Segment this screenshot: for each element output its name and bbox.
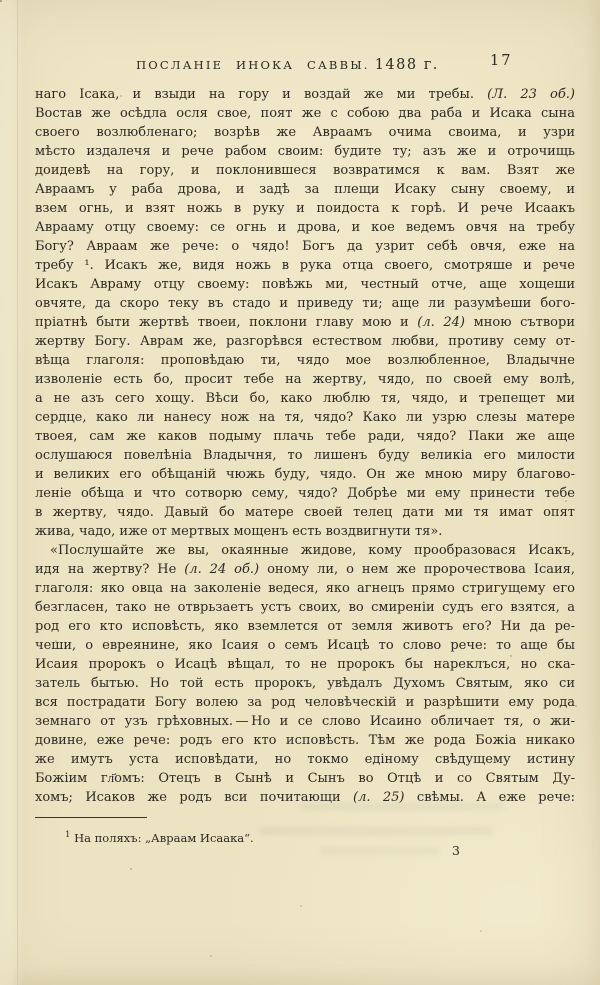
text-line: чеши, о евреянине, яко Ісаия о семъ Исацѣ то слово рече: то аще бы xyxy=(35,638,575,653)
text-line: Аврааму отцу своему: се огнь и дрова, и кое ведемъ овчя на требу xyxy=(35,220,575,235)
text-line: жертву Богу. Аврам же, разгорѣвся естеством любви, противу сему от- xyxy=(35,334,575,349)
text-line: вѣща глаголя: проповѣдаю ти, чядо мое возлюбленное, Владычне xyxy=(35,353,575,368)
text-line: доидевѣ на гору, и поклонившеся возвратимся к вам. Взят же xyxy=(35,163,575,178)
text-line: и великих его обѣщаній чюжь буду, чядо. Он же мною миру благово- xyxy=(35,467,575,482)
text-line: Исакъ Авраму отцу своему: повѣжь ми, честный отче, аще хощеши xyxy=(35,277,575,292)
page-edge-line xyxy=(17,0,18,985)
text-line: в жертву, чядо. Давый бо матере своей телец дати ми тя имат опят xyxy=(35,505,575,520)
running-head xyxy=(0,54,575,73)
text-line: своего возлюбленаго; возрѣв же Авраамъ очима своима, и узри xyxy=(35,125,575,140)
running-head-title: ПОСЛАНІЕ ИНОКА САВВЫ. xyxy=(136,58,370,72)
text-line: требу ¹. Исакъ же, видя ножь в рука отца своего, смотряше и рече xyxy=(35,258,575,273)
text-line: Божіим гл҃омъ: Отецъ в Сынѣ и Сынъ во Отцѣ и со Святым Ду- xyxy=(35,771,575,786)
running-head-year: 1488 г. xyxy=(374,57,439,73)
text-line: довине, еже рече: родъ его кто исповѣсть. Тѣм же рода Божіа никако xyxy=(35,733,575,748)
ink-showthrough-smudge xyxy=(300,803,505,810)
text-line: род его кто исповѣсть, яко вземлется от земля животъ его? Ни да ре- xyxy=(35,619,575,634)
text-line: безгласен, тако не отврьзаетъ устъ своих, во смиреніи судъ его взятся, а xyxy=(35,600,575,615)
text-line: твоея, сам же каков подыму плачь тебе ради, чядо? Паки же аще xyxy=(35,429,575,444)
text-line: хомъ; Исаков же родъ вси почитающи (л. 25) свѣмы. А еже рече: xyxy=(35,790,575,805)
text-line: Авраамъ у раба дрова, и задѣ за плещи Исаку сыну своему, и xyxy=(35,182,575,197)
text-line: жива, чадо, иже от мертвых мощенъ есть воздвигнути тя». xyxy=(35,524,443,539)
footnote-marker: 1 xyxy=(65,830,71,840)
text-line: наго Ісака, и взыди на гору и воздай же ми требы. (Л. 23 об.) xyxy=(35,87,575,102)
text-line: сердце, како ли нанесу нож на тя, чядо? Како ли узрю слезы матере xyxy=(35,410,575,425)
text-line: вся пострадати Богу волею за род человѣческій и разрѣшити ему рода xyxy=(35,695,575,710)
text-line: же имутъ уста исповѣдати, но токмо едіному свѣдущему истину xyxy=(35,752,575,767)
text-line: а не азъ сего хощу. Вѣси бо, како люблю тя, чядо, и трепещет ми xyxy=(35,391,575,406)
text-line: взем огнь, и взят ножь в руку и поидоста к горѣ. И рече Исаакъ xyxy=(35,201,575,216)
footnote-rule xyxy=(35,817,147,818)
text-line: овчяте, да скоро теку въ стадо и приведу ти; аще ли разумѣеши бого- xyxy=(35,296,575,311)
ink-showthrough-smudge xyxy=(258,827,493,835)
signature-mark: 3 xyxy=(452,843,460,858)
text-line: пріатнѣ быти жертвѣ твоеи, поклони главу мою и (л. 24) мною сътвори xyxy=(35,315,575,330)
text-line: земнаго от узъ грѣховных. — Но и се слово Исаино обличает тя, о жи- xyxy=(35,714,575,729)
footnote-text: На поляхъ: „Авраам Исаака“. xyxy=(70,830,254,845)
text-line: идя на жертву? Не (л. 24 об.) оному ли, о нем же пророчествова Ісаия, xyxy=(35,562,575,577)
text-line: глаголя: яко овца на заколеніе ведеся, яко агнецъ прямо стригущему его xyxy=(35,581,575,596)
ink-showthrough-smudge xyxy=(320,848,440,854)
text-line: Богу? Авраам же рече: о чядо! Богъ да узрит себѣ овчя, еже на xyxy=(35,239,575,254)
text-line: леніе обѣща и что сотворю сему, чядо? Добрѣе ми ему принести тебе xyxy=(35,486,575,501)
text-line: изволеніе есть бо, просит тебе на жертву, чядо, по своей ему волѣ, xyxy=(35,372,575,387)
text-line: «Послушайте же вы, окаянные жидове, кому прообразовася Исакъ, xyxy=(50,543,575,558)
text-line: ослушаюся повелѣніа Владычня, то лишенъ буду великіа его милости xyxy=(35,448,575,463)
text-line: затель бытью. Но той есть пророкъ, увѣдалъ Духомъ Святым, яко си xyxy=(35,676,575,691)
text-line: мѣсто издалечя и рече рабом своим: будите ту; азъ же и отрочищь xyxy=(35,144,575,159)
text-line: Востав же осѣдла осля свое, поят же с собою два раба и Исака сына xyxy=(35,106,575,121)
text-line: Исаия пророкъ о Исацѣ вѣщал, то не пророкъ бы нареклъся, но ска- xyxy=(35,657,575,672)
paper-speck xyxy=(0,0,2,2)
page-number: 17 xyxy=(490,53,513,69)
body-text xyxy=(35,85,575,807)
